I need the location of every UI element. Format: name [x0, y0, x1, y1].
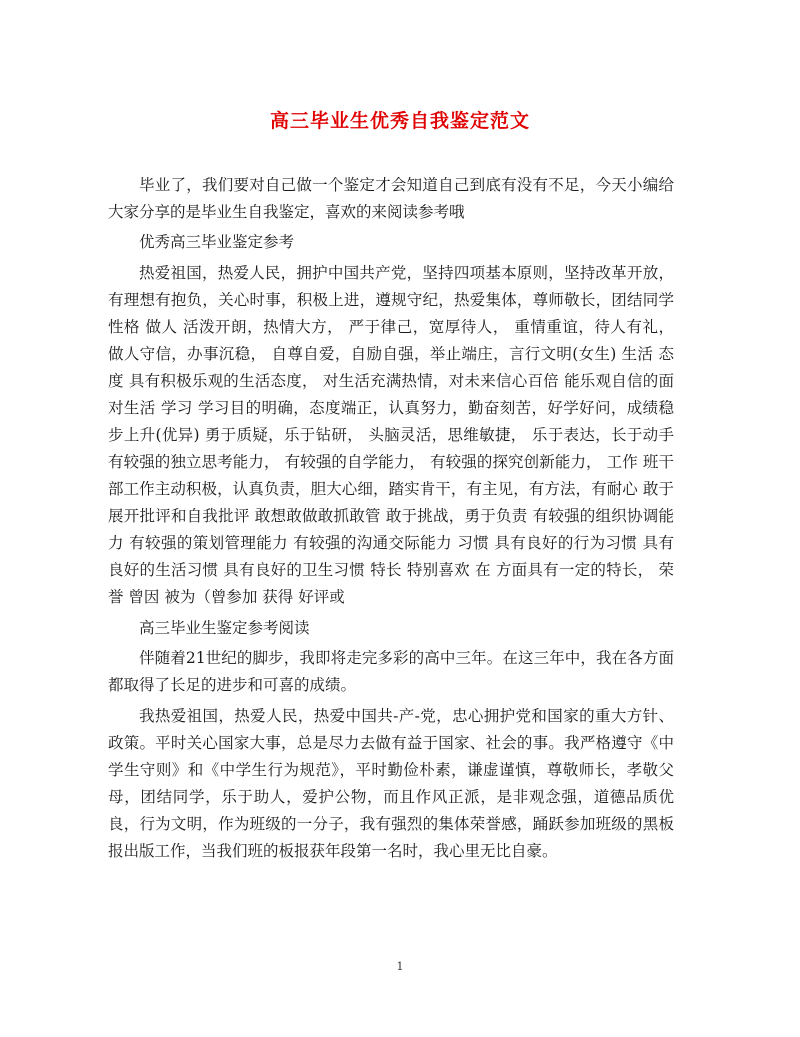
section1-heading: 优秀高三毕业鉴定参考 [139, 233, 295, 251]
document-body [108, 172, 674, 865]
section1-body: 热爱祖国，热爱人民，拥护中国共产党，坚持四项基本原则，坚持改革开放，有理想有抱负，关心时事，积极上进，遵规守纪，热爱集体，尊师敬长，团结同学 性格 做人 活泼开朗，热情大方， 严于律己，宽厚待人， 重情重谊，待人有礼， 做人守信，办事沉稳， 自尊自爱，自励自强，举止端庄，言行文明(女生) 生活 态度 具有积极乐观的生活态度， 对生活充满热情，对未来信心百倍 能乐观自信的面对生活 学习 学习目的明确，态度端正，认真努力，勤奋刻苦，好学好问，成绩稳步上升(优异) 勇于质疑，乐于钻研， 头脑灵活，思维敏捷， 乐于表达，长于动手 有较强的独立思考能力， 有较强的自学能力， 有较强的探究创新能力， 工作 班干部工作主动积极，认真负责，胆大心细，踏实肯干，有主见，有方法，有耐心 敢于展开批评和自我批评 敢想敢做敢抓敢管 敢于挑战，勇于负责 有较强的组织协调能力 有较强的策划管理能力 有较强的沟通交际能力 习惯 具有良好的行为习惯 具有良好的生活习惯 具有良好的卫生习惯 特长 特别喜欢 在 方面具有一定的特长， 荣誉 曾因 被为（曾参加 获得 好评或 [108, 263, 674, 606]
section2-paragraph-1: 伴随着21世纪的脚步，我即将走完多彩的高中三年。在这三年中，我在各方面都取得了长足的进步和可喜的成绩。 [108, 649, 674, 694]
section2-heading: 高三毕业生鉴定参考阅读 [139, 618, 310, 637]
section2-paragraph-2: 我热爱祖国，热爱人民，热爱中国共-产-党，忠心拥护党和国家的重大方针、政策。平时关心国家大事，总是尽力去做有益于国家、社会的事。我严格遵守《中学生守则》和《中学生行为规范》，平时勤俭朴素，谦虚谨慎，尊敬师长，孝敬父母，团结同学，乐于助人，爱护公物，而且作风正派，是非观念强，道德品质优良，行为文明，作为班级的一分子，我有强烈的集体荣誉感，踊跃参加班级的黑板报出版工作，当我们班的板报获年段第一名时，我心里无比自豪。 [108, 707, 674, 860]
intro-paragraph: 毕业了，我们要对自己做一个鉴定才会知道自己到底有没有不足，今天小编给大家分享的是毕业生自我鉴定，喜欢的来阅读参考哦 [108, 176, 674, 221]
page-number: 1 [396, 960, 404, 973]
document-title: 高三毕业生优秀自我鉴定范文 [269, 110, 530, 132]
